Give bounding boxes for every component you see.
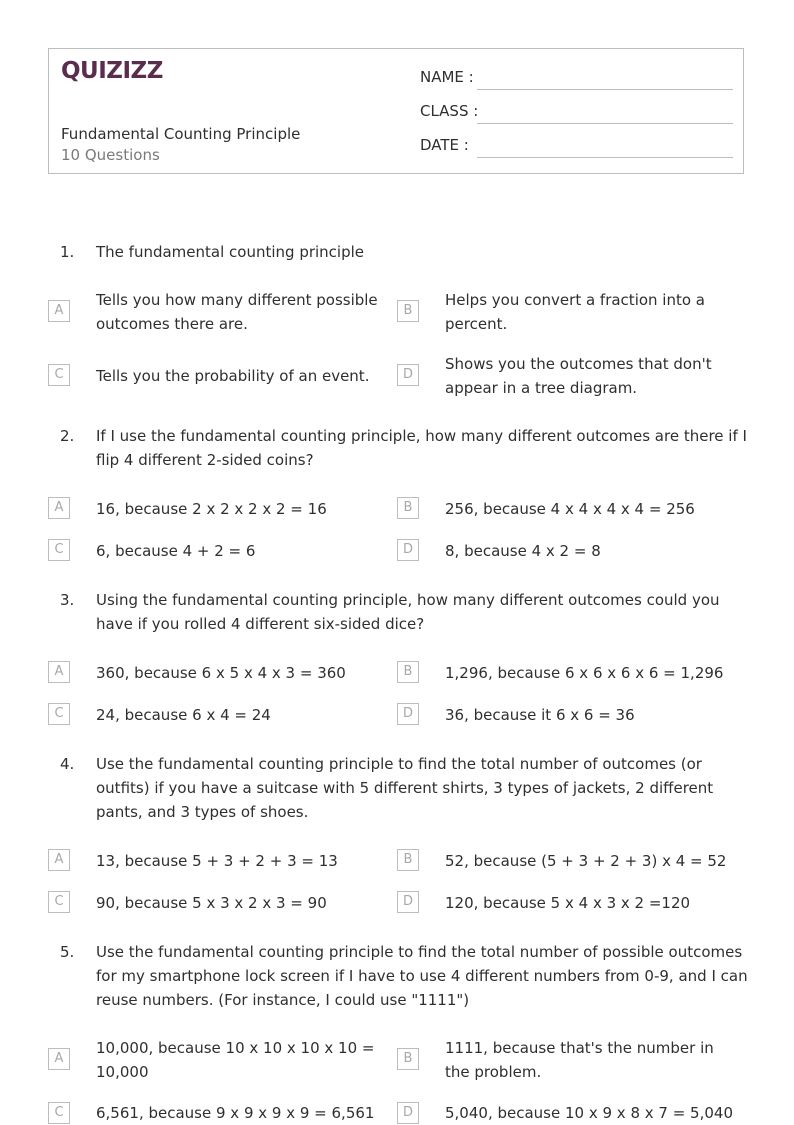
option-text: Tells you the probability of an event.: [96, 367, 370, 385]
option-letter-box[interactable]: C: [48, 703, 70, 725]
option-text: 6, because 4 + 2 = 6: [96, 542, 256, 560]
question-number: 3.: [60, 591, 75, 609]
class-line[interactable]: [477, 123, 733, 124]
name-label: NAME :: [420, 68, 474, 86]
option-text: 16, because 2 x 2 x 2 x 2 = 16: [96, 500, 327, 518]
option-text: 90, because 5 x 3 x 2 x 3 = 90: [96, 894, 327, 912]
option-letter-box[interactable]: A: [48, 661, 70, 683]
option-text: 120, because 5 x 4 x 3 x 2 =120: [445, 894, 691, 912]
name-field[interactable]: [420, 66, 733, 90]
quizizz-logo: QUIZIZZ: [61, 58, 163, 84]
worksheet-header: [48, 48, 744, 174]
option-letter-box[interactable]: B: [397, 300, 419, 322]
worksheet-title: Fundamental Counting Principle: [61, 125, 301, 143]
option-text: 360, because 6 x 5 x 4 x 3 = 360: [96, 664, 346, 682]
date-field[interactable]: [420, 134, 733, 158]
option-letter-box[interactable]: C: [48, 1102, 70, 1124]
option-text: 52, because (5 + 3 + 2 + 3) x 4 = 52: [445, 852, 727, 870]
option-letter-box[interactable]: B: [397, 661, 419, 683]
option-text: 13, because 5 + 3 + 2 + 3 = 13: [96, 852, 338, 870]
option-letter-box[interactable]: D: [397, 703, 419, 725]
option-text: 10,000, because 10 x 10 x 10 x 10 = 10,000: [96, 1039, 375, 1081]
option-text: 1,296, because 6 x 6 x 6 x 6 = 1,296: [445, 664, 724, 682]
question-text: If I use the fundamental counting principle, how many different outcomes are there if I flip 4 different 2-sided coins?: [96, 427, 747, 469]
option-letter-box[interactable]: D: [397, 891, 419, 913]
date-label: DATE :: [420, 136, 469, 154]
option-text: 6,561, because 9 x 9 x 9 x 9 = 6,561: [96, 1104, 375, 1122]
option-letter-box[interactable]: B: [397, 497, 419, 519]
option-text: 256, because 4 x 4 x 4 x 4 = 256: [445, 500, 695, 518]
option-text: 36, because it 6 x 6 = 36: [445, 706, 635, 724]
option-letter-box[interactable]: B: [397, 849, 419, 871]
date-line[interactable]: [477, 157, 733, 158]
option-text: 5,040, because 10 x 9 x 8 x 7 = 5,040: [445, 1104, 733, 1122]
option-text: Shows you the outcomes that don't appear in a tree diagram.: [445, 355, 712, 397]
name-line[interactable]: [477, 89, 733, 90]
option-letter-box[interactable]: C: [48, 539, 70, 561]
question-count: 10 Questions: [61, 146, 160, 164]
option-text: 1111, because that's the number in the problem.: [445, 1039, 714, 1081]
option-text: 24, because 6 x 4 = 24: [96, 706, 271, 724]
question-number: 1.: [60, 243, 75, 261]
question-text: Using the fundamental counting principle, how many different outcomes could you have if you rolled 4 different six-sided dice?: [96, 591, 720, 633]
question-number: 4.: [60, 755, 75, 773]
option-letter-box[interactable]: A: [48, 1048, 70, 1070]
class-field[interactable]: [420, 100, 733, 124]
question-text: The fundamental counting principle: [96, 243, 365, 261]
class-label: CLASS :: [420, 102, 479, 120]
option-letter-box[interactable]: D: [397, 364, 419, 386]
question-number: 5.: [60, 943, 75, 961]
option-letter-box[interactable]: D: [397, 539, 419, 561]
option-letter-box[interactable]: A: [48, 300, 70, 322]
option-text: Helps you convert a fraction into a percent.: [445, 291, 706, 333]
option-text: Tells you how many different possible outcomes there are.: [96, 291, 378, 333]
option-text: 8, because 4 x 2 = 8: [445, 542, 601, 560]
option-letter-box[interactable]: C: [48, 364, 70, 386]
option-letter-box[interactable]: B: [397, 1048, 419, 1070]
question-text: Use the fundamental counting principle to find the total number of possible outcomes for my smartphone lock screen if I have to use 4 different numbers from 0-9, and I can reuse numbers. (For instance, I could use "1111"): [96, 943, 748, 1009]
option-letter-box[interactable]: C: [48, 891, 70, 913]
question-number: 2.: [60, 427, 75, 445]
option-letter-box[interactable]: D: [397, 1102, 419, 1124]
question-text: Use the fundamental counting principle to find the total number of outcomes (or outfits) if you have a suitcase with 5 different shirts, 3 types of jackets, 2 different pants, and 3 types of shoes.: [96, 755, 714, 821]
option-letter-box[interactable]: A: [48, 497, 70, 519]
option-letter-box[interactable]: A: [48, 849, 70, 871]
